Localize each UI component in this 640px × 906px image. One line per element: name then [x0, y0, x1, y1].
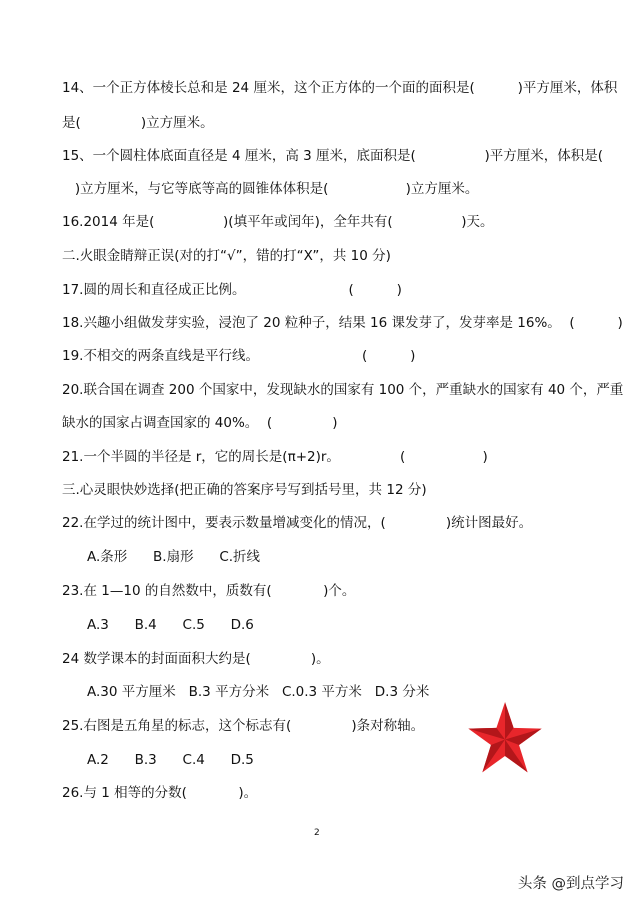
question-23-options: A.3 B.4 C.5 D.6 [87, 617, 254, 633]
question-18: 18.兴趣小组做发芽实验，浸泡了 20 粒种子，结果 16 课发芽了，发芽率是 16%。 ( ) [62, 315, 623, 331]
question-26: 26.与 1 相等的分数( )。 [62, 785, 258, 801]
question-20-line-1: 20.联合国在调查 200 个国家中，发现缺水的国家有 100 个，严重缺水的国家有 40 个，严重 [62, 382, 624, 398]
question-14-line-2: 是( )立方厘米。 [62, 115, 214, 131]
question-16: 16.2014 年是( )(填平年或闰年)，全年共有( )天。 [62, 214, 494, 230]
question-24-options: A.30 平方厘米 B.3 平方分米 C.0.3 平方米 D.3 分米 [87, 684, 430, 700]
question-15-line-1: 15、一个圆柱体底面直径是 4 厘米，高 3 厘米，底面积是( )平方厘米，体积是( [62, 148, 603, 164]
question-24: 24 数学课本的封面面积大约是( )。 [62, 651, 330, 667]
question-23: 23.在 1—10 的自然数中，质数有( )个。 [62, 583, 356, 599]
question-25-options: A.2 B.3 C.4 D.5 [87, 752, 254, 768]
question-22-options: A.条形 B.扇形 C.折线 [87, 549, 261, 565]
question-25: 25.右图是五角星的标志，这个标志有( )条对称轴。 [62, 718, 425, 734]
question-15-line-2: )立方厘米，与它等底等高的圆锥体体积是( )立方厘米。 [62, 181, 479, 197]
question-20-line-2: 缺水的国家占调查国家的 40%。 ( ) [62, 415, 338, 431]
page-number: 2 [314, 828, 320, 838]
question-21: 21.一个半圆的半径是 r，它的周长是(π+2)r。 ( ) [62, 449, 488, 465]
section-2-heading: 二.火眼金睛辩正误(对的打“√”，错的打“X”，共 10 分) [62, 248, 391, 264]
question-22: 22.在学过的统计图中，要表示数量增减变化的情况，( )统计图最好。 [62, 515, 533, 531]
question-17: 17.圆的周长和直径成正比例。 ( ) [62, 282, 402, 298]
five-pointed-star-icon [466, 700, 544, 776]
question-14-line-1: 14、一个正方体棱长总和是 24 厘米，这个正方体的一个面的面积是( )平方厘米，体积 [62, 80, 618, 96]
section-3-heading: 三.心灵眼快妙选择(把正确的答案序号写到括号里，共 12 分) [62, 482, 427, 498]
watermark: 头条 @到点学习 [517, 876, 624, 892]
question-19: 19.不相交的两条直线是平行线。 ( ) [62, 348, 416, 364]
